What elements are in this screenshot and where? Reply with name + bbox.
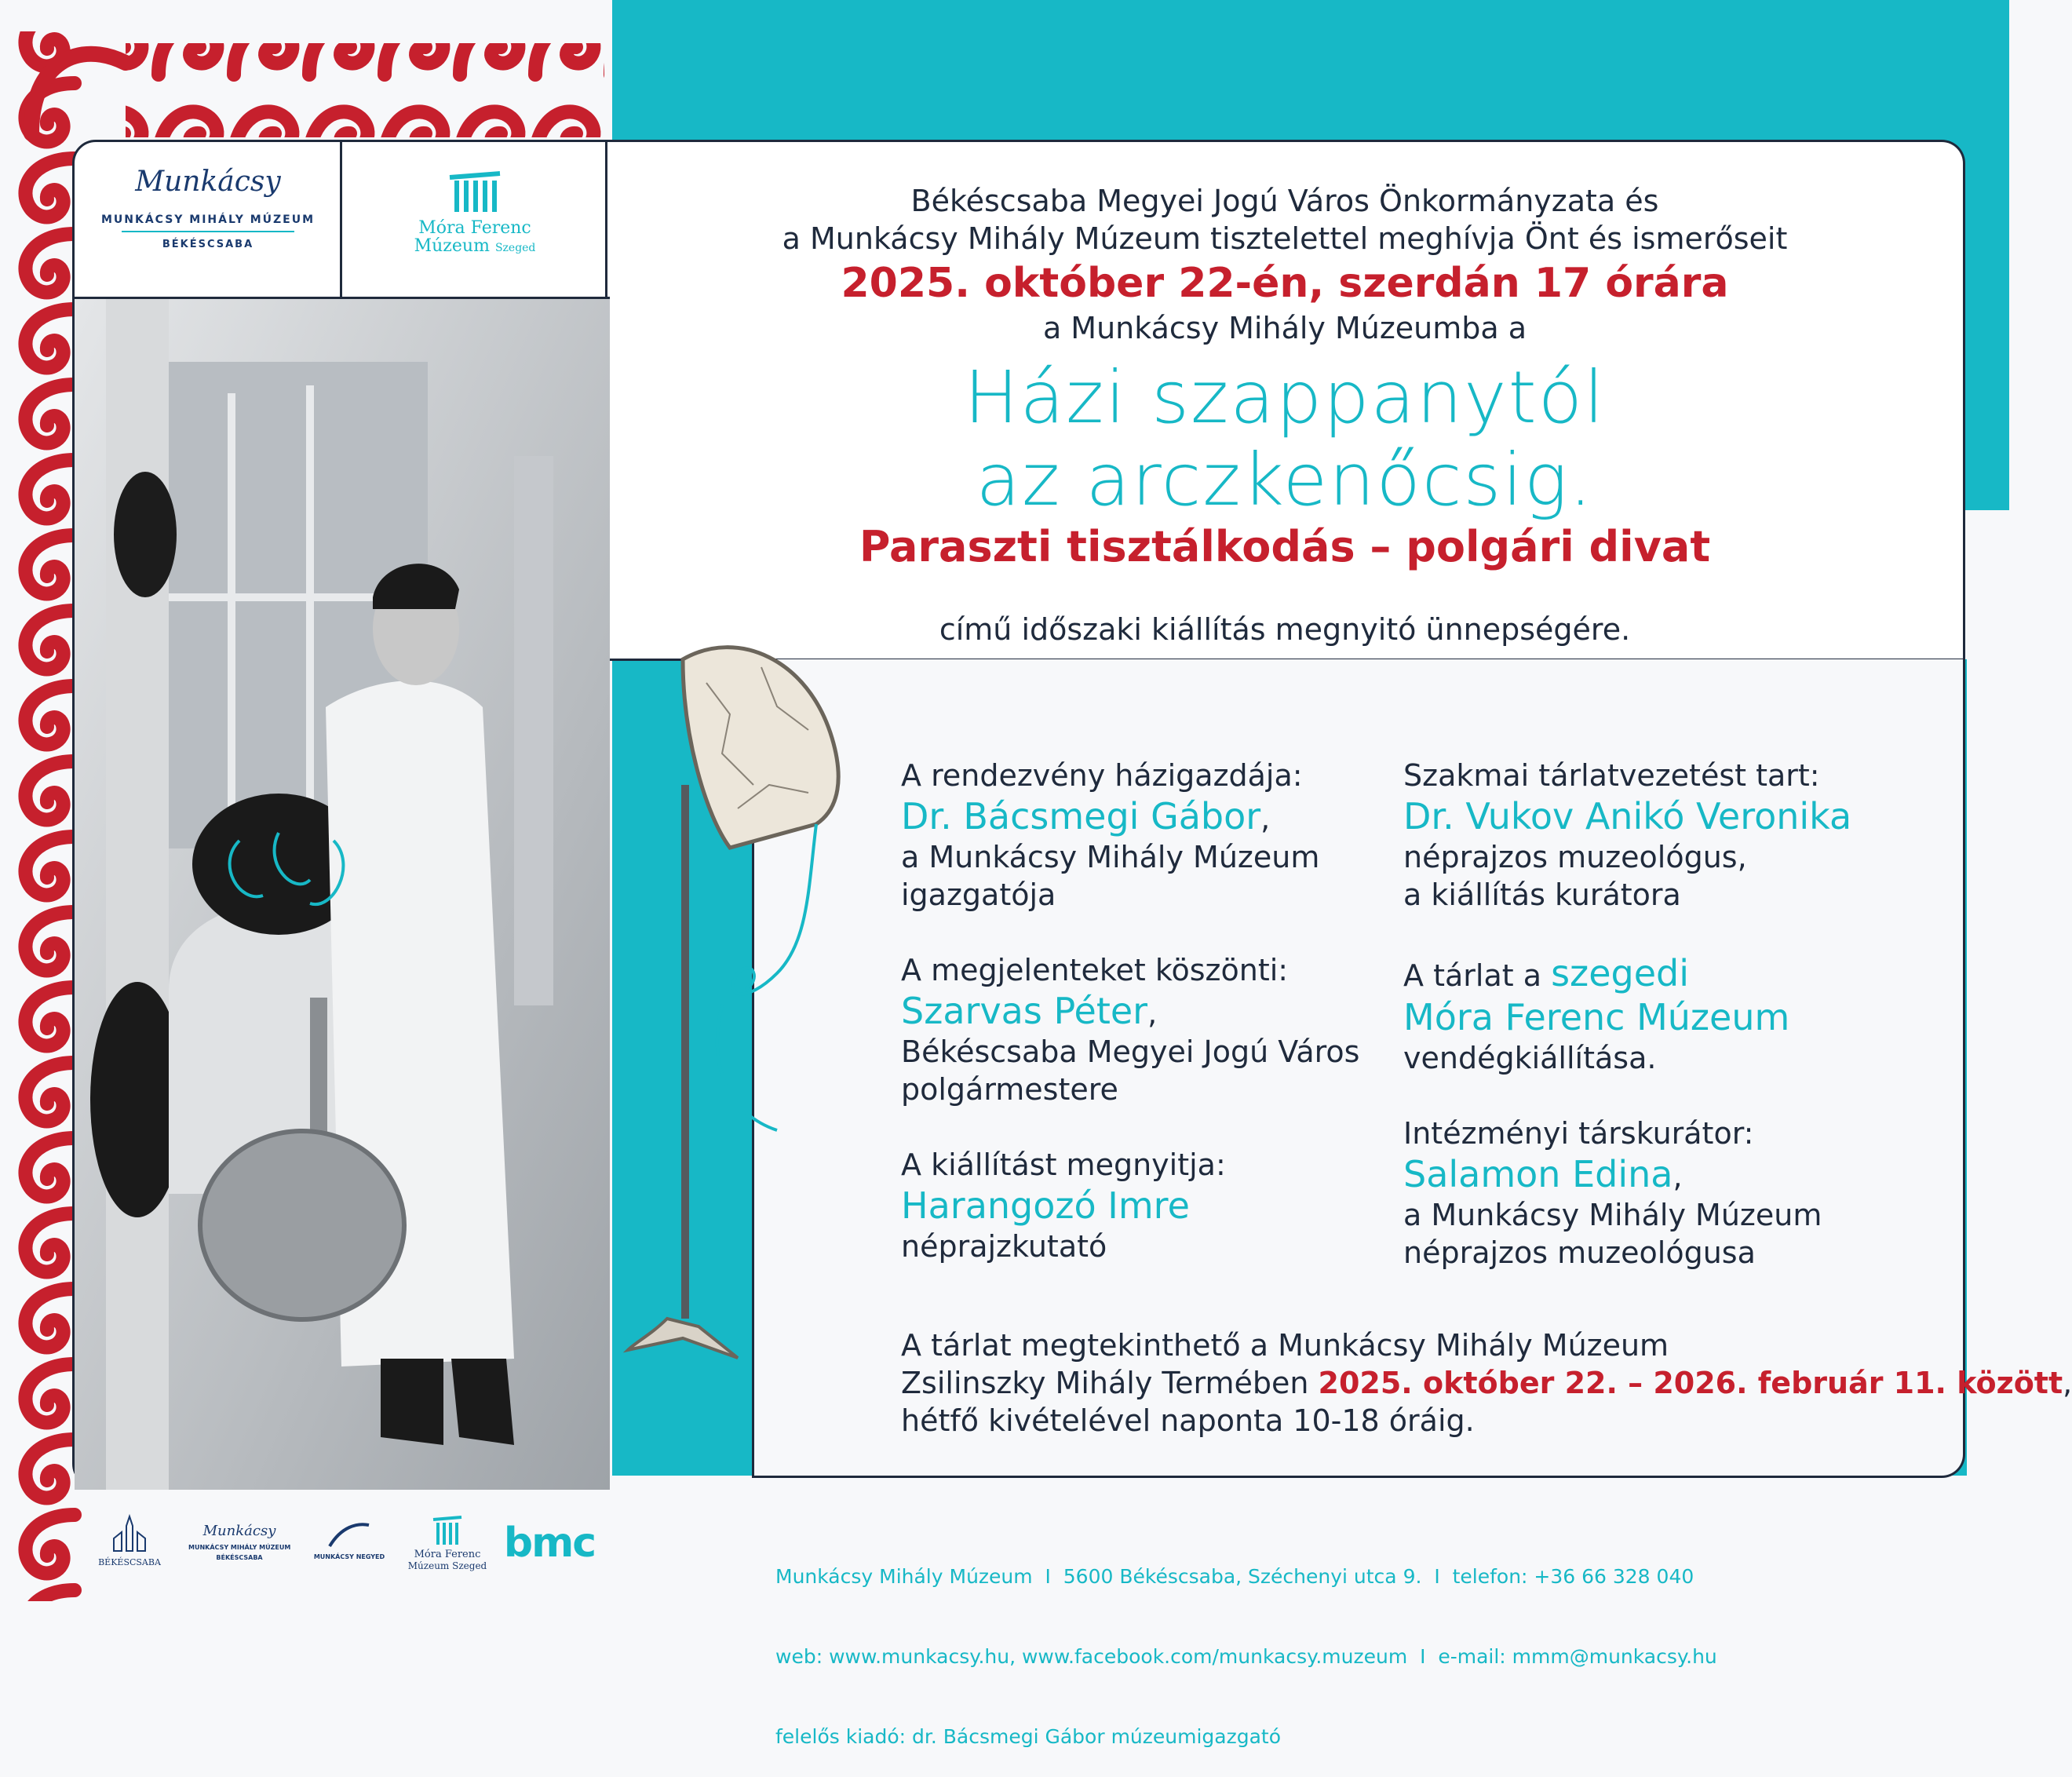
visit-line3: hétfő kivételével naponta 10-18 óráig.: [901, 1403, 1475, 1438]
host-comma: ,: [1260, 801, 1271, 836]
left-frame: [72, 140, 607, 1487]
guest-name1: szegedi: [1551, 952, 1689, 994]
munkacsy-logo: [90, 166, 326, 250]
cocurator-label: Intézményi társkurátor:: [1403, 1116, 1754, 1151]
host-label: A rendezvény házigazdája:: [901, 758, 1303, 793]
negyed-logo-text: MUNKÁCSY NEGYED: [313, 1553, 385, 1560]
footer-munkacsy-name: MUNKÁCSY MIHÁLY MÚZEUM: [188, 1544, 291, 1551]
exhibition-title-line1: Házi szappanytól: [964, 356, 1606, 440]
columns-icon: [443, 170, 506, 217]
footer-munkacsy-logo: [188, 1523, 290, 1561]
visit-line1: A tárlat megtekinthető a Munkácsy Mihály Múzeum: [901, 1328, 1669, 1363]
invitation-line4: című időszaki kiállítás megnyitó ünnepségére.: [939, 612, 1631, 647]
host-name: Dr. Bácsmegi Gábor: [901, 795, 1261, 837]
guide-label: Szakmai tárlatvezetést tart:: [1403, 758, 1820, 793]
guest-pre: A tárlat a: [1403, 958, 1552, 993]
guide-name: Dr. Vukov Anikó Veronika: [1403, 795, 1852, 837]
open-label: A kiállítást megnyitja:: [901, 1148, 1226, 1182]
footer-line2: web: www.munkacsy.hu, www.facebook.com/munkacsy.muzeum I e-mail: mmm@munkacsy.hu: [775, 1645, 1717, 1668]
mora-logo: [357, 170, 593, 257]
exhibition-subtitle: Paraszti tisztálkodás – polgári divat: [859, 522, 1711, 571]
visit-line2-pre: Zsilinszky Mihály Termében: [901, 1366, 1319, 1400]
cocurator-role2: néprajzos muzeológusa: [1403, 1235, 1756, 1270]
program-col-left: [901, 757, 1359, 1265]
guest-post: vendégkiállítása.: [1403, 1041, 1657, 1075]
guide-role2: a kiállítás kurátora: [1403, 878, 1681, 912]
mora-logo-line1: Móra Ferenc: [418, 218, 531, 238]
bmc-logo-text: bmc: [503, 1520, 596, 1567]
footer-columns-icon: [430, 1515, 465, 1546]
greet-label: A megjelenteket köszönti:: [901, 953, 1289, 987]
hairdresser-photo: [75, 299, 610, 1490]
program-col-right: [1403, 757, 1851, 1272]
brush-icon: [326, 1519, 373, 1550]
munkacsy-logo-city: BÉKÉSCSABA: [162, 239, 254, 250]
open-role: néprajzkutató: [901, 1229, 1107, 1264]
footer-line1: Munkácsy Mihály Múzeum I 5600 Békéscsaba, Széchenyi utca 9. I telefon: +36 66 328 040: [775, 1565, 1694, 1588]
munkacsy-logo-name: MUNKÁCSY MIHÁLY MÚZEUM: [100, 213, 316, 226]
footer-mora-logo: [404, 1515, 491, 1571]
invitation-line3: a Munkácsy Mihály Múzeumba a: [1042, 311, 1527, 345]
bmc-logo: [502, 1521, 596, 1565]
exhibition-title-line2: az arczkenőcsig.: [976, 438, 1594, 522]
mora-logo-city: Szeged: [494, 242, 536, 254]
host-role2: igazgatója: [901, 878, 1056, 912]
footer-mora-line2: Múzeum Szeged: [407, 1560, 487, 1571]
greet-role1: Békéscsaba Megyei Jogú Város: [901, 1034, 1360, 1069]
footer-logos: [94, 1515, 596, 1593]
munkacsy-signature: Munkácsy: [135, 166, 281, 198]
bekescsaba-logo: [94, 1515, 165, 1567]
cocurator-comma: ,: [1673, 1159, 1683, 1194]
open-name: Harangozó Imre: [901, 1184, 1190, 1227]
visit-info: [901, 1326, 2072, 1439]
greet-name: Szarvas Péter: [901, 990, 1148, 1032]
visit-dates: 2025. október 22. – 2026. február 11. között: [1318, 1366, 2063, 1400]
footer-munkacsy-city: BÉKÉSCSABA: [216, 1554, 263, 1561]
invitation-date: 2025. október 22-én, szerdán 17 órára: [841, 260, 1729, 307]
logo-divider: [340, 142, 342, 299]
greet-comma: ,: [1147, 996, 1158, 1031]
bekescsaba-logo-text: BÉKÉSCSABA: [98, 1557, 161, 1567]
footer-mora-line1: Móra Ferenc: [414, 1549, 481, 1560]
footer-munkacsy-signature: Munkácsy: [202, 1523, 276, 1539]
invitation-line1: Békéscsaba Megyei Jogú Város Önkormányzata és: [910, 184, 1659, 218]
invitation-text-block: [604, 182, 1965, 648]
mora-logo-line2: Múzeum: [414, 236, 490, 256]
white-right-edge: [1967, 510, 2009, 1607]
footer-contact: [775, 1510, 1717, 1777]
cocurator-name: Salamon Edina: [1403, 1153, 1673, 1195]
cocurator-role1: a Munkácsy Mihály Múzeum: [1403, 1198, 1822, 1232]
visit-line2-post: ,: [2063, 1366, 2072, 1400]
guest-name2: Móra Ferenc Múzeum: [1403, 996, 1790, 1038]
guide-role1: néprajzos muzeológus,: [1403, 840, 1747, 874]
church-icon: [106, 1515, 153, 1554]
hair-dryer-illustration: [620, 628, 879, 1366]
greet-role2: polgármestere: [901, 1072, 1118, 1107]
footer-line3: felelős kiadó: dr. Bácsmegi Gábor múzeumigazgató: [775, 1725, 1282, 1748]
negyed-logo: [306, 1519, 392, 1560]
invitation-line2: a Munkácsy Mihály Múzeum tisztelettel meghívja Önt és ismerőseit: [782, 221, 1788, 256]
host-role1: a Munkácsy Mihály Múzeum: [901, 840, 1320, 874]
